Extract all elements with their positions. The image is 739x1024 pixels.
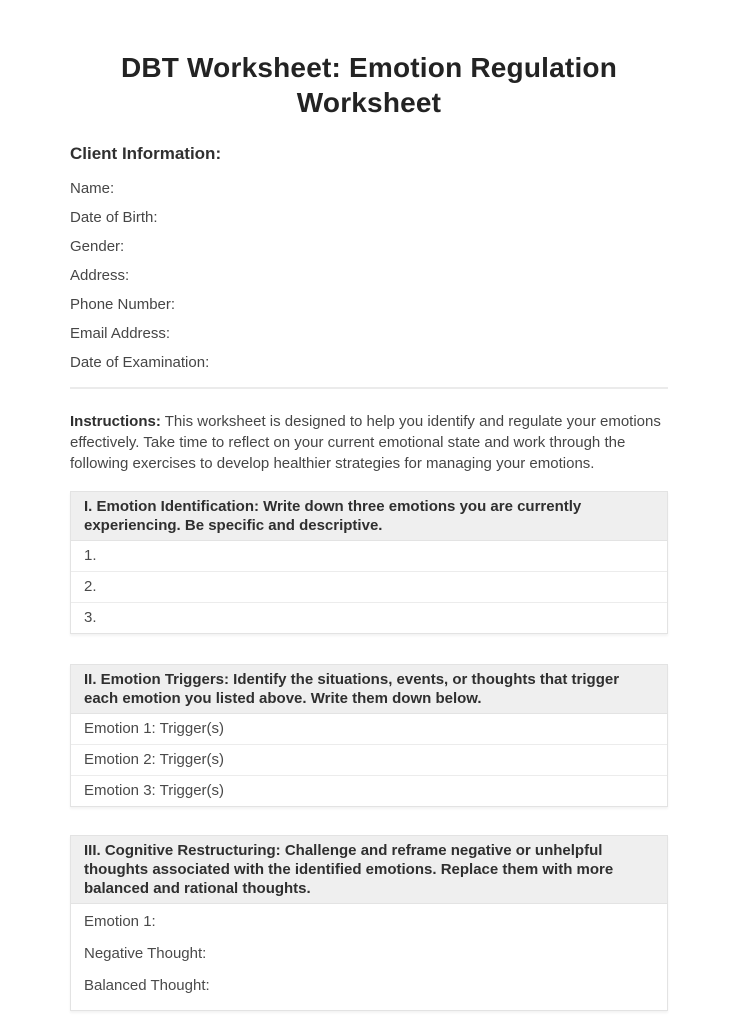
table-row-trigger-1: Emotion 1: Trigger(s) xyxy=(71,714,667,745)
line-balanced-thought: Balanced Thought: xyxy=(84,977,210,994)
section-3-body xyxy=(71,904,667,994)
section-2-header: II. Emotion Triggers: Identify the situations, events, or thoughts that trigger each emotion you listed above. Write them down below. xyxy=(71,665,667,714)
client-info-section xyxy=(70,144,668,371)
section-emotion-triggers xyxy=(70,664,668,807)
instructions-label: Instructions: xyxy=(70,413,161,430)
section-divider xyxy=(70,387,668,389)
table-row-emotion-2: 2. xyxy=(71,572,667,603)
section-cognitive-restructuring xyxy=(70,835,668,1011)
client-info-heading: Client Information: xyxy=(70,144,222,163)
line-negative-thought: Negative Thought: xyxy=(84,945,207,962)
field-date-of-examination: Date of Examination: xyxy=(70,354,210,371)
section-3-header: III. Cognitive Restructuring: Challenge and reframe negative or unhelpful thoughts associated with the identified emotions. Replace them with more balanced and rational thoughts. xyxy=(71,836,667,904)
field-name: Name: xyxy=(70,180,115,197)
page-title: DBT Worksheet: Emotion Regulation Worksheet xyxy=(120,52,618,118)
instructions-paragraph xyxy=(70,411,668,474)
table-row-trigger-2: Emotion 2: Trigger(s) xyxy=(71,745,667,776)
instructions-text: This worksheet is designed to help you identify and regulate your emotions effectively. Take time to reflect on your current emotional state and work through the following exercises to develop healthier strategies for managing your emotions. xyxy=(70,413,661,472)
table-row-trigger-3: Emotion 3: Trigger(s) xyxy=(84,782,225,799)
table-row-emotion-1: 1. xyxy=(71,541,667,572)
section-emotion-identification xyxy=(70,491,668,634)
section-1-header: I. Emotion Identification: Write down three emotions you are currently experiencing. Be specific and descriptive. xyxy=(71,492,667,541)
field-address: Address: xyxy=(70,267,130,284)
field-date-of-birth: Date of Birth: xyxy=(70,209,158,226)
field-gender: Gender: xyxy=(70,238,125,255)
line-emotion-1: Emotion 1: xyxy=(84,913,156,930)
field-phone-number: Phone Number: xyxy=(70,296,176,313)
table-row-emotion-3: 3. xyxy=(84,609,97,626)
field-email-address: Email Address: xyxy=(70,325,171,342)
